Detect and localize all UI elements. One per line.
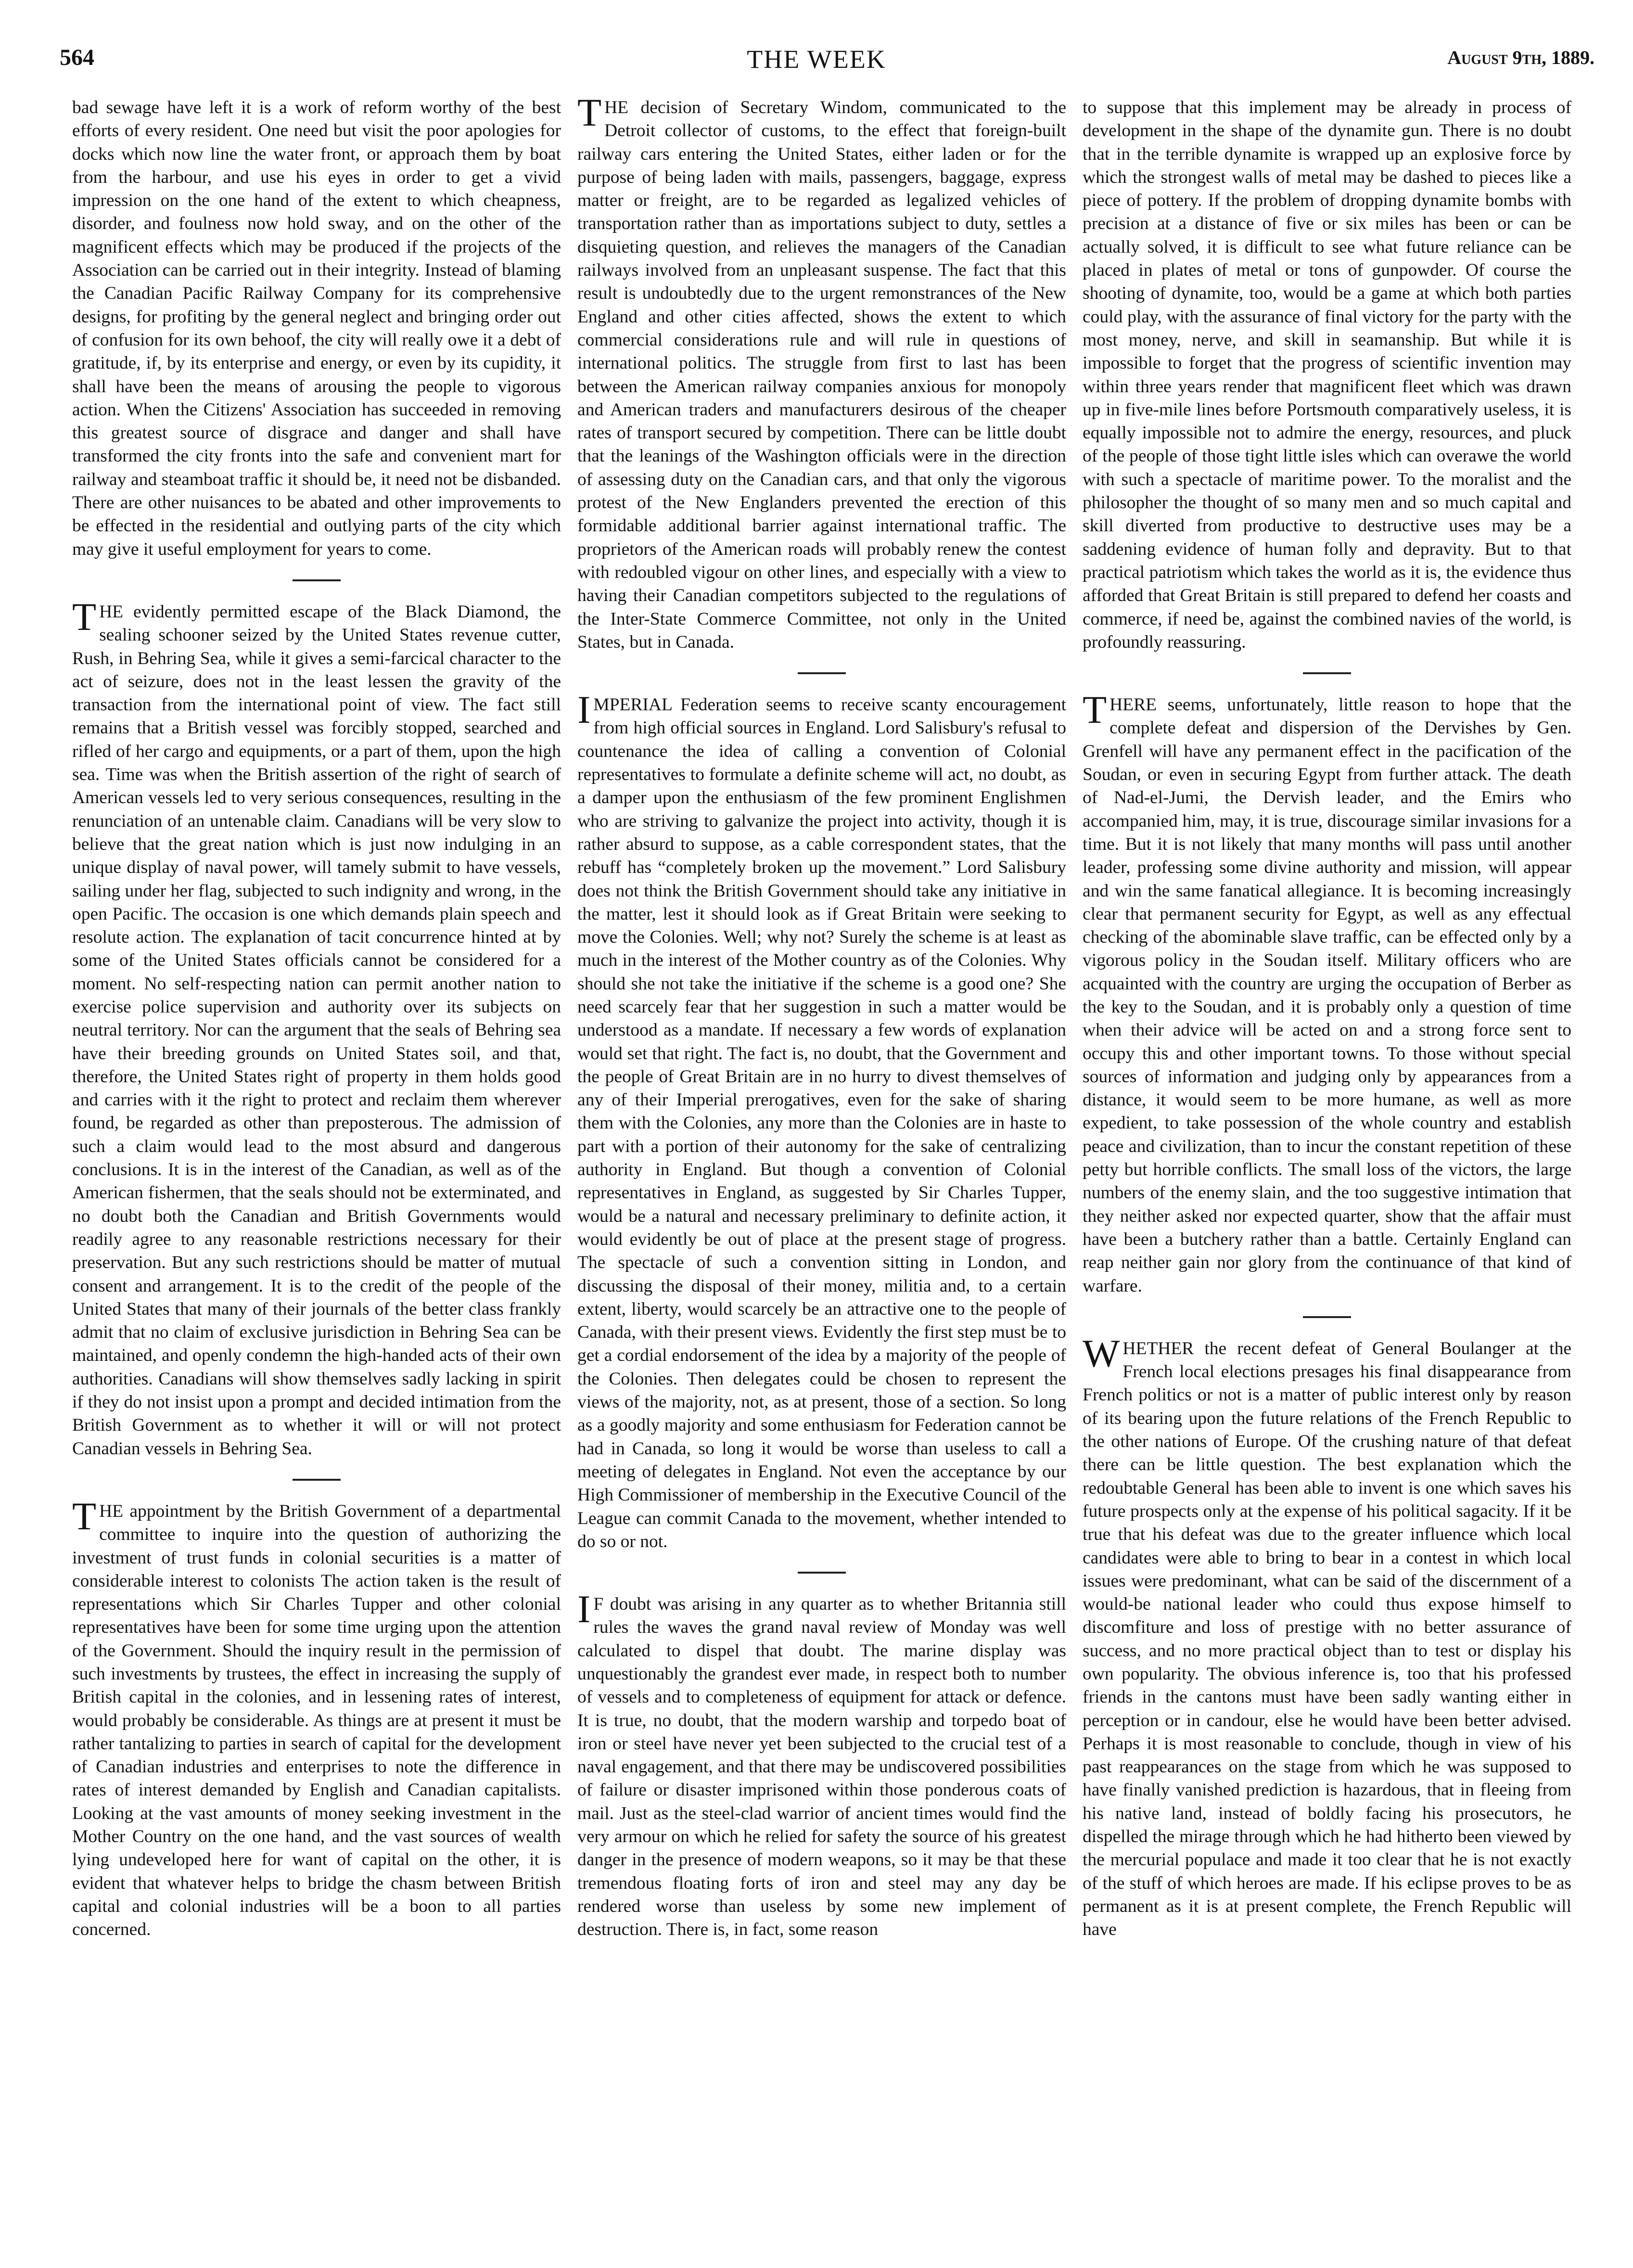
article-paragraph: IF doubt was arising in any quarter as to whether Britannia still rules the waves the grand naval review of Monday was well calculated to dispel that doubt. The marine display was unquestionably the grandest ever made, in respect both to number of vessels and to completeness of equipment for attack or defence. It is true, no doubt, that the modern warship and torpedo boat of iron or steel have never yet been subjected to the crucial test of a naval engagement, and that there may be undiscovered possibilities of failure or disaster imprisoned within those ponderous coats of mail. Just as the steel-clad warrior of ancient times would find the very armour on which he relied for safety the source of his greatest danger in the presence of modern weapons, so it may be that these tremendous floating forts of iron and steel may any day be rendered worse than useless by some new implement of destruction. There is, in fact, some reason xyxy=(577,1587,1066,1940)
page-number: 564 xyxy=(60,45,94,70)
masthead xyxy=(0,44,1633,83)
section-divider xyxy=(798,1572,846,1574)
article-paragraph: THE evidently permitted escape of the Black Diamond, the sealing schooner seized by the United States revenue cutter, Rush, in Behring Sea, while it gives a semi-farcical character to the act of seizure, does not in the least lessen the gravity of the transaction from the international point of view. The fact still remains that a British vessel was forcibly stopped, searched and rifled of her cargo and equipments, or a part of them, upon the high sea. Time was when the British assertion of the right of search of American vessels led to very serious consequences, resulting in the renunciation of an untenable claim. Canadians will be very slow to believe that the great nation which is just now indulging in an unique display of naval power, will tamely submit to have vessels, sailing under her flag, subjected to such indignity and wrong, in the open Pacific. The occasion is one which demands plain speech and resolute action. The explanation of tacit concurrence hinted at by some of the United States officials cannot be considered for a moment. No self-respecting nation can permit another nation to exercise police supervision and authority over its subjects on neutral territory. Nor can the argument that the seals of Behring sea have their breeding grounds on United States soil, and that, therefore, the United States right of property in them holds good and carries with it the right to protect and reclaim them wherever found, be regarded as other than preposterous. The admission of such a claim would lead to the most absurd and dangerous conclusions. It is in the interest of the Canadian, as well as of the American fishermen, that the seals should not be exterminated, and no doubt both the Canadian and British Governments would readily agree to any reasonable restrictions necessary for their preservation. But any such restrictions should be matter of mutual consent and arrangement. It is to the credit of the people of the United States that many of their journals of the better class frankly admit that no claim of exclusive jurisdiction in Behring Sea can be maintained, and openly condemn the high-handed acts of their own authorities. Canadians will show themselves sadly lacking in spirit if they do not insist upon a prompt and decided intimation from the British Government as to whether it will or will not protect Canadian vessels in Behring Sea. xyxy=(72,594,561,1459)
article-paragraph: bad sewage have left it is a work of reform worthy of the best efforts of every resident. One need but visit the poor apologies for docks which now line the water front, or approach them by boat from the harbour, and use his eyes in order to get a vivid impression on the one hand of the extent to which cheapness, disorder, and foulness now hold sway, and on the other of the magnificent effects which may be produced if the projects of the Association can be carried out in their integrity. Instead of blaming the Canadian Pacific Railway Company for its comprehensive designs, for profiting by the general neglect and bringing order out of confusion for its own behoof, the city will really owe it a debt of gratitude, if, by its enterprise and energy, or even by its cupidity, it shall have been the means of arousing the people to vigorous action. When the Citizens' Association has succeeded in removing this greatest source of disgrace and danger and shall have transformed the city fronts into the safe and convenient mart for railway and steamboat traffic it should be, it need not be disbanded. There are other nuisances to be abated and other improvements to be effected in the residential and outlying parts of the city which may give it useful employment for years to come. xyxy=(72,98,561,559)
section-divider xyxy=(798,672,846,674)
issue-date: August 9th, 1889. xyxy=(1447,47,1595,68)
section-divider xyxy=(293,1479,341,1481)
article-paragraph: to suppose that this implement may be already in process of development in the shape of the dynamite gun. There is no doubt that in the terrible dynamite is wrapped up an explosive force by which the strongest walls of metal may be dashed to pieces like a piece of pottery. If the problem of dropping dynamite bombs with precision at a distance of five or six miles has been or can be actually solved, it is difficult to see what future reliance can be placed in plates of metal or tons of gunpowder. Of course the shooting of dynamite, too, would be a game at which both parties could play, with the assurance of final victory for the party with the most money, nerve, and skill in seamanship. But while it is impossible to forget that the progress of scientific invention may within three years render that magnificent fleet which was drawn up in five-mile lines before Portsmouth comparatively useless, it is equally impossible not to admire the energy, resources, and pluck of the people of those tight little isles which can overawe the world with such a spectacle of maritime power. To the moralist and the philosopher the thought of so many men and so much capital and skill diverted from productive to destructive uses may be a saddening evidence of human folly and depravity. But to that practical patriotism which takes the world as it is, the evidence thus afforded that Great Britain is still prepared to defend her coasts and commerce, if need be, against the combined navies of the world, is profoundly reassuring. xyxy=(1083,98,1571,652)
article-paragraph: WHETHER the recent defeat of General Boulanger at the French local elections presages his final disappearance from French politics or not is a matter of public interest only by reason of its bearing upon the future relations of the French Republic to the other nations of Europe. Of the crushing nature of that defeat there can be little question. The best explanation which the redoubtable General has been able to invent is one which saves his future prospects only at the expense of his political sagacity. If it be true that his defeat was due to the greater influence which local candidates were able to bring to bear in a contest in which local issues were predominant, what can be said of the discernment of a would-be national leader who could thus expose himself to discomfiture and loss of prestige with no better assurance of success, and no more practical object than to test or display his own popularity. The obvious inference is, too that his professed friends in the cantons must have been sadly wanting either in perception or in candour, else he would have been better advised. Perhaps it is most reasonable to conclude, though in view of his past reappearances on the stage from which he was supposed to have finally vanished prediction is hazardous, that in fleeing from his native land, instead of boldly facing his prosecutors, he dispelled the mirage through which he had hitherto been viewed by the mercurial populace and made it too clear that he is not exactly of the stuff of which heroes are made. If his eclipse proves to be as permanent as it is at present complete, the French Republic will have xyxy=(1083,1331,1571,1940)
column-2 xyxy=(577,90,1066,1942)
publication-title: THE WEEK xyxy=(747,45,886,74)
section-divider xyxy=(1303,1316,1351,1318)
section-divider xyxy=(293,579,341,581)
article-paragraph: THE decision of Secretary Windom, communicated to the Detroit collector of customs, to the effect that foreign-built railway cars entering the United States, either laden or for the purpose of being laden with mails, passengers, baggage, express matter or freight, are to be regarded as legalized vehicles of transportation rather than as importations subject to duty, settles a disquieting question, and relieves the managers of the Canadian railways involved from an unpleasant suspense. The fact that this result is undoubtedly due to the urgent remonstrances of the New England and other cities affected, shows the extent to which commercial considerations rule and will rule in questions of international politics. The struggle from first to last has been between the American railway companies anxious for monopoly and American traders and manufacturers desirous of the cheaper rates of transport secured by competition. There can be little doubt that the leanings of the Washington officials were in the direction of assessing duty on the Canadian cars, and that only the vigorous protest of the New Englanders prevented the erection of this formidable additional barrier against international traffic. The proprietors of the American roads will probably renew the contest with redoubled vigour on other lines, and especially with a view to having their Canadian competitors subjected to the regulations of the Inter-State Commerce Committee, not only in the United States, but in Canada. xyxy=(577,90,1066,652)
section-divider xyxy=(1303,672,1351,674)
column-1 xyxy=(72,96,561,1942)
article-paragraph: IMPERIAL Federation seems to receive scanty encouragement from high official sources in England. Lord Salisbury's refusal to countenance the idea of calling a convention of Colonial representatives to formulate a definite scheme will act, no doubt, as a damper upon the enthusiasm of the few prominent Englishmen who are striving to galvanize the project into activity, though it is rather absurd to suppose, as a cable correspondent states, that the rebuff has “completely broken up the movement.” Lord Salisbury does not think the British Government should take any initiative in the matter, lest it should look as if Great Britain were seeking to move the Colonies. Well; why not? Surely the scheme is at least as much in the interest of the Mother country as of the Colonies. Why should she not take the initiative if the scheme is a good one? She need scarcely fear that her suggestion in such a matter would be understood as a mandate. If necessary a few words of explanation would set that right. The fact is, no doubt, that the Government and the people of Great Britain are in no hurry to divest themselves of any of their Imperial prerogatives, even for the sake of sharing them with the Colonies, any more than the Colonies are in haste to part with a portion of their autonomy for the sake of centralizing authority in England. But though a convention of Colonial representatives in England, as suggested by Sir Charles Tupper, would be a natural and necessary preliminary to definite action, it would evidently be out of place at the present stage of progress. The spectacle of such a convention sitting in London, and discussing the disposal of their money, militia and, to a certain extent, liberty, would scarcely be an attractive one to the people of Canada, with their present views. Evidently the first step must be to get a cordial endorsement of the idea by a majority of the people of the Colonies. Then delegates could be chosen to represent the views of the majority, not, as at present, those of a section. So long as a goodly majority and some enthusiasm for Federation cannot be had in Canada, so long it would be worse than useless to call a meeting of delegates in England. Not even the acceptance by our High Commissioner of membership in the Executive Council of the League can commit Canada to the movement, whether intended to do so or not. xyxy=(577,688,1066,1551)
column-3 xyxy=(1083,96,1571,1942)
article-paragraph: THERE seems, unfortunately, little reason to hope that the complete defeat and dispersion of the Dervishes by Gen. Grenfell will have any permanent effect in the pacification of the Soudan, or even in securing Egypt from further attack. The death of Nad-el-Jumi, the Dervish leader, and the Emirs who accompanied him, may, it is true, discourage similar invasions for a time. But it is not likely that many months will pass until another leader, professing some divine authority and mission, will appear and win the same fanatical allegiance. It is becoming increasingly clear that permanent security for Egypt, as well as any effectual checking of the abominable slave traffic, can be effected only by a vigorous policy in the Soudan itself. Military officers who are acquainted with the country are urging the occupation of Berber as the key to the Soudan, and it is probably only a question of time when their advice will be acted on and a strong force sent to occupy this and other important towns. To those without special sources of information and judging only by appearances from a distance, it would seem to be more humane, as well as more expedient, to take possession of the whole country and establish peace and civilization, than to incur the constant repetition of these petty but horrible conflicts. The small loss of the victors, the large numbers of the enemy slain, and the too suggestive intimation that they neither asked nor expected quarter, show that the affair must have been a butchery rather than a battle. Certainly England can reap neither gain nor glory from the continuance of that kind of warfare. xyxy=(1083,688,1571,1296)
article-paragraph: THE appointment by the British Government of a departmental committee to inquire into the question of authorizing the investment of trust funds in colonial securities is a matter of considerable interest to colonists The action taken is the result of representations which Sir Charles Tupper and other colonial representatives have been for some time urging upon the attention of the Government. Should the inquiry result in the permission of such investments by trustees, the effect in increasing the supply of British capital in the colonies, and in lessening rates of interest, would probably be considerable. As things are at present it must be rather tantalizing to parties in search of capital for the development of Canadian industries and enterprises to note the difference in rates of interest demanded by English and Canadian capitalists. Looking at the vast amounts of money seeking investment in the Mother Country on the one hand, and the vast sources of wealth lying undeveloped here for want of capital on the other, it is evident that whatever helps to bridge the chasm between British capital and colonial industries will be a boon to all parties concerned. xyxy=(72,1494,561,1940)
